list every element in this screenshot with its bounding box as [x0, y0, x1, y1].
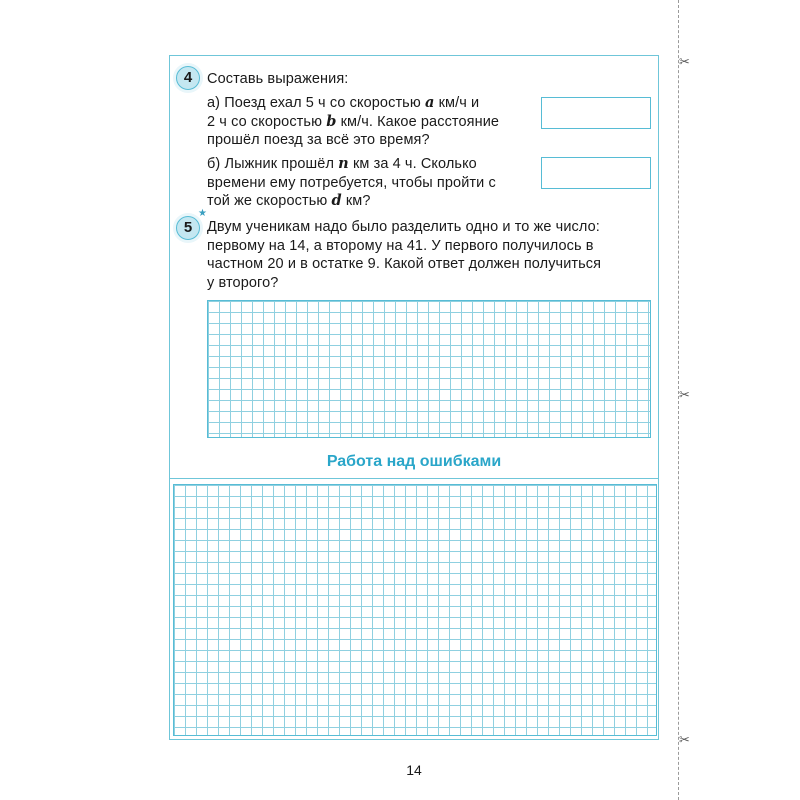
scissors-icon: ✂ [679, 387, 690, 402]
star-icon: ★ [198, 208, 207, 219]
task4b-line2: времени ему потребуется, чтобы пройти с [207, 174, 496, 191]
task4-heading: Составь выражения: [207, 71, 349, 87]
section-title: Работа над ошибками [326, 453, 502, 470]
answer-grid-task5[interactable] [207, 300, 651, 438]
variable-b: b [326, 112, 337, 130]
task-number-4: 4 [176, 66, 200, 90]
variable-n: n [338, 155, 349, 172]
task5-line: у второго? [207, 274, 279, 291]
page-number: 14 [406, 762, 422, 778]
task5-line: первому на 14, а второму на 41. У первого получилось в [207, 237, 594, 254]
scissors-icon: ✂ [679, 54, 690, 69]
task4a-line2: 2 ч со скоростью b км/ч. Какое расстояние [207, 112, 500, 130]
task5-line: частном 20 и в остатке 9. Какой ответ должен получиться [207, 256, 602, 272]
task4b-text [207, 155, 496, 211]
corrections-grid[interactable] [173, 484, 657, 736]
scissors-icon: ✂ [679, 732, 690, 747]
answer-box-b[interactable] [541, 157, 651, 189]
variable-a: a [424, 94, 435, 111]
section-divider [169, 478, 659, 479]
task4a-line1: а) Поезд ехал 5 ч со скоростью a км/ч и [207, 94, 480, 111]
answer-box-a[interactable] [541, 97, 651, 129]
task5-text [207, 218, 601, 292]
task4b-line1: б) Лыжник прошёл n км за 4 ч. Сколько [207, 155, 477, 172]
task4a-line3: прошёл поезд за всё это время? [207, 132, 430, 148]
variable-d: d [331, 192, 342, 209]
task4a-text [207, 94, 499, 150]
task4b-line3: той же скоростью d км? [207, 192, 371, 209]
task5-line: Двум ученикам надо было разделить одно и то же число: [207, 219, 600, 235]
task-number-5: 5 [176, 216, 200, 240]
